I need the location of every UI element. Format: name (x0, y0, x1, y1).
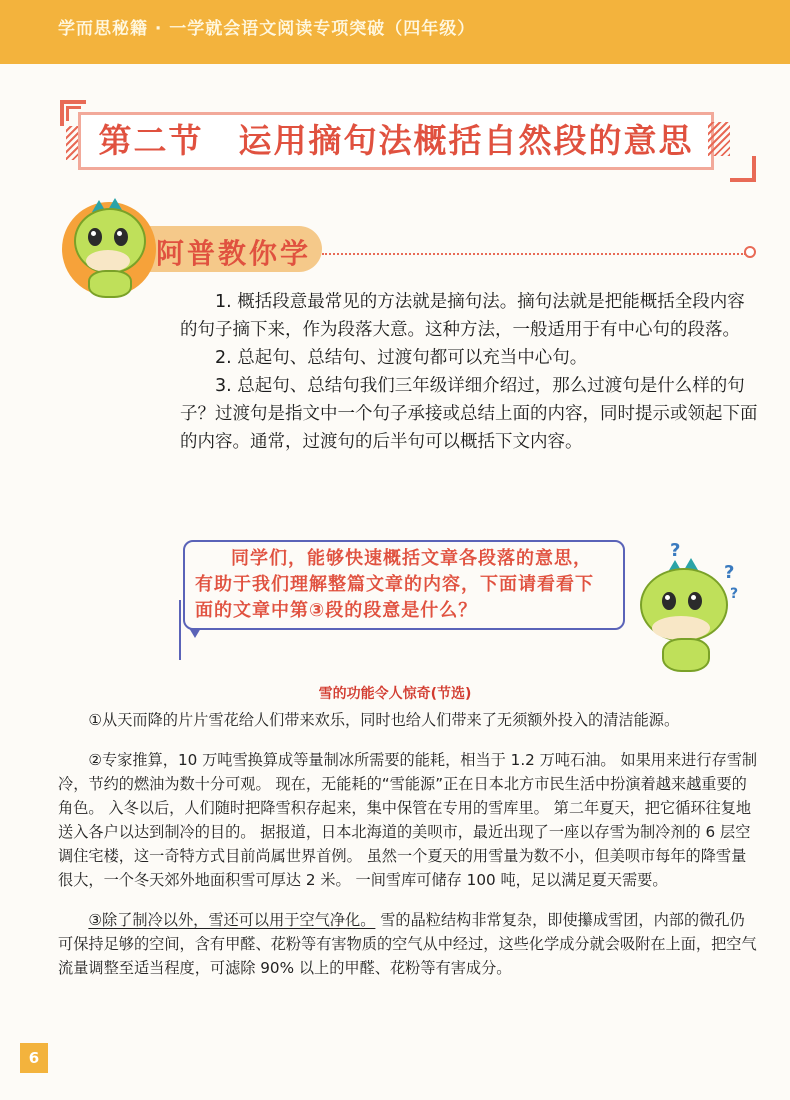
series-title: 学而思秘籍 · 一学就会语文阅读专项突破（四年级） (58, 19, 476, 39)
tip-item: 2. 总起句、总结句、过渡句都可以充当中心句。 (215, 348, 588, 368)
article-paragraph: ①从天而降的片片雪花给人们带来欢乐，同时也给人们带来了无须额外投入的清洁能源。 (88, 711, 680, 729)
method-tips (180, 288, 760, 456)
title-corner-decoration (730, 156, 756, 182)
section-title-box (78, 112, 714, 170)
speech-arrow-icon (189, 628, 201, 638)
tip-item: 1. 概括段意最常见的方法就是摘句法。摘句法就是把能概括全段内容的句子摘下来，作为段落大意。这种方法，一般适用于有中心句的段落。 (180, 292, 745, 340)
banner-line-end (744, 246, 756, 258)
article-body (58, 708, 758, 996)
banner-dotted-line (322, 253, 746, 255)
title-stripe-decoration (708, 122, 730, 156)
article-paragraph (58, 908, 758, 980)
central-sentence: ③除了制冷以外，雪还可以用于空气净化。 (88, 911, 376, 929)
article-paragraph: ②专家推算，10 万吨雪换算成等量制冰所需要的能耗，相当于 1.2 万吨石油。 如果用来进行存雪制冷，节约的燃油为数十分可观。 现在，无能耗的“雪能源”正在日本北方市民生活中扮演着越来越重要的角色。 入冬以后，人们随时把降雪积存起来，集中保管在专用的雪库里。 第二年夏天，把它循环往复地送入各户以达到制冷的目的。 据报道，日本北海道的美呗市，最近出现了一座以存雪为制冷剂的 6 层空调住宅楼，这一奇特方式目前尚属世界首例。 虽然一个夏天的用雪量为数不小，但美呗市每年的降雪量很大，一个冬天郊外地面积雪可厚达 2 米。 一间雪库可储存 100 吨，足以满足夏天需要。 (58, 751, 758, 889)
speech-box (183, 540, 625, 630)
speech-text: 同学们，能够快速概括文章各段落的意思，有助于我们理解整篇文章的内容，下面请看看下面的文章中第③段的段意是什么？ (195, 548, 594, 621)
lesson-banner (136, 226, 322, 272)
thinking-dinosaur-icon: ? ? ? (632, 548, 742, 678)
article-title: 雪的功能令人惊奇(节选) (318, 686, 472, 702)
section-title: 第二节 运用摘句法概括自然段的意思 (98, 121, 694, 160)
dinosaur-mascot-icon (66, 198, 156, 298)
speech-tail (179, 600, 181, 660)
page-number: 6 (20, 1043, 48, 1073)
paragraph-rest: 雪的晶粒结构非常复杂，即使攥成雪团，内部的微孔仍可保持足够的空间，含有甲醛、花粉等有害物质的空气从中经过，这些化学成分就会吸附在上面，把空气流量调整至适当程度，可滤除 90% 以上的甲醛、花粉等有害成分。 (58, 911, 757, 977)
header-bar (0, 0, 790, 64)
banner-label: 阿普教你学 (156, 237, 312, 270)
tip-item: 3. 总起句、总结句我们三年级详细介绍过，那么过渡句是什么样的句子？过渡句是指文中一个句子承接或总结上面的内容，同时提示或领起下面的内容。通常，过渡句的后半句可以概括下文内容。 (180, 376, 758, 452)
